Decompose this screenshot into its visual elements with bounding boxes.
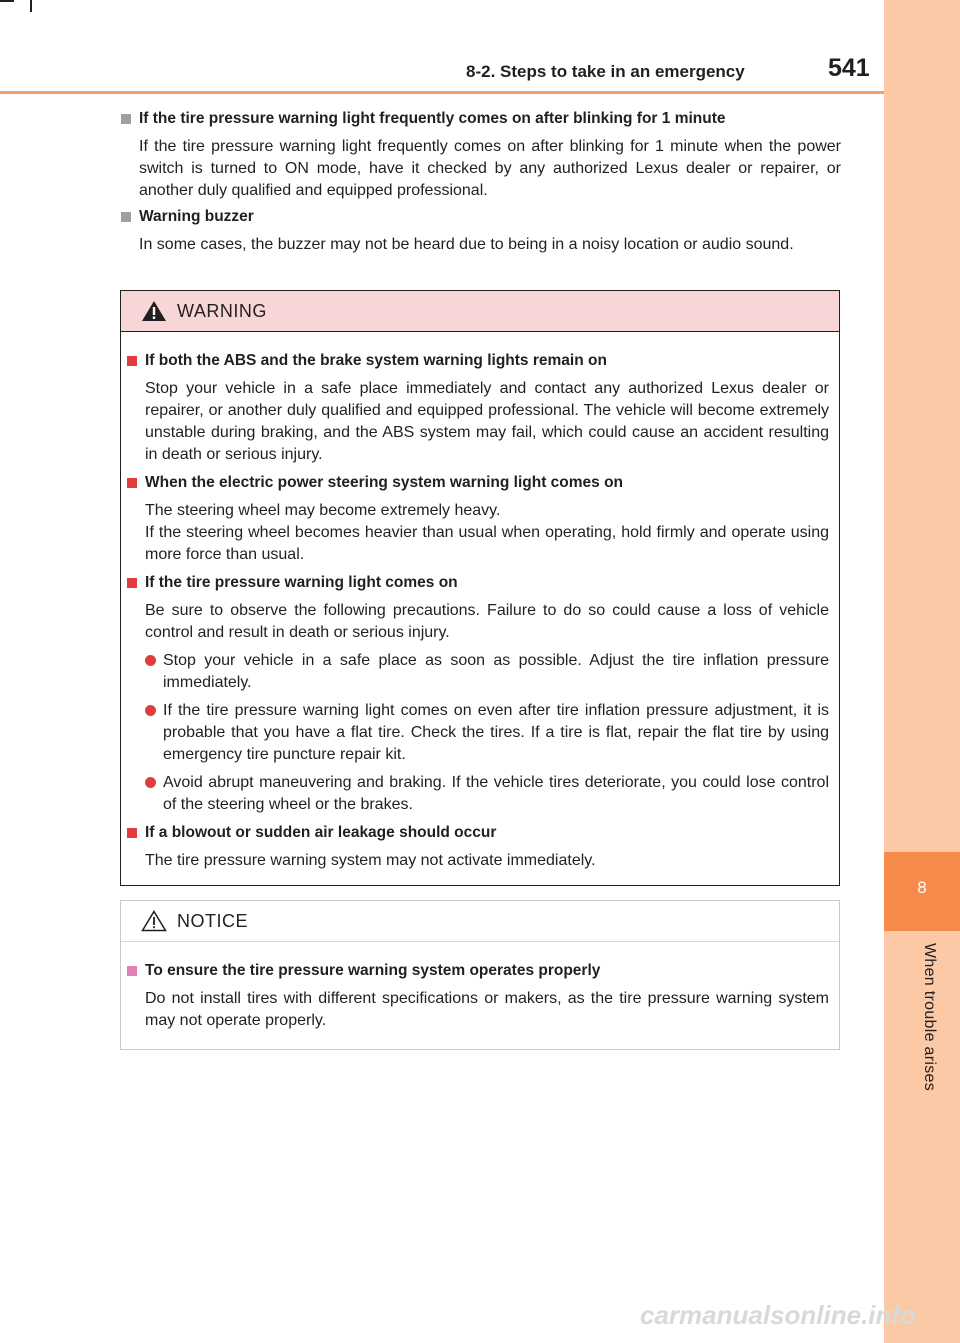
notice-title: NOTICE <box>177 911 249 931</box>
notice-item <box>121 960 829 1032</box>
section-body: If the tire pressure warning light frequently comes on after blinking for 1 minute when the power switch is turned to ON mode, have it checked by any authorized Lexus dealer or repairer, or another duly qualified and equipped professional. <box>139 138 841 199</box>
chapter-sidebar <box>884 0 960 1343</box>
square-bullet-icon <box>127 828 137 838</box>
chapter-number: 8 <box>917 878 927 897</box>
square-bullet-icon <box>127 966 137 976</box>
square-bullet-icon <box>121 114 131 124</box>
warning-item <box>121 572 829 816</box>
body-line: If the steering wheel becomes heavier than usual when operating, hold firmly and operate using more force than usual. <box>145 524 829 563</box>
crop-mark <box>30 0 32 12</box>
notice-box <box>120 900 840 1050</box>
chapter-title: When trouble arises <box>921 943 938 1091</box>
watermark: carmanualsonline.info <box>640 1300 916 1330</box>
crop-mark <box>0 0 14 2</box>
page-number: 541 <box>828 54 870 82</box>
header-rule <box>0 91 884 94</box>
warning-triangle-icon <box>141 300 167 322</box>
caution-triangle-icon <box>141 910 167 932</box>
body-line: The steering wheel may become extremely heavy. <box>145 502 501 519</box>
warning-title: WARNING <box>177 301 267 321</box>
warning-header <box>121 291 839 332</box>
square-bullet-icon <box>127 478 137 488</box>
warning-item <box>121 350 829 466</box>
warning-item-body <box>145 500 829 566</box>
warning-item-body: The tire pressure warning system may not activate immediately. <box>145 852 596 869</box>
warning-item <box>121 472 829 566</box>
warning-item-body: Stop your vehicle in a safe place immediately and contact any authorized Lexus dealer or repairer, or another duly qualified and equipped professional. The vehicle will become extremely unstable during braking, and the ABS system may fail, which could cause an accident resulting in death or serious injury. <box>145 380 829 463</box>
square-bullet-icon <box>127 578 137 588</box>
square-bullet-icon <box>127 356 137 366</box>
section-heading: Warning buzzer <box>121 206 841 228</box>
notice-item-body: Do not install tires with different specifications or makers, as the tire pressure warning system may not operate properly. <box>145 990 829 1029</box>
info-section <box>121 108 841 202</box>
warning-item-body: Be sure to observe the following precautions. Failure to do so could cause a loss of vehicle control and result in death or serious injury. <box>145 602 829 641</box>
notice-item-heading: To ensure the tire pressure warning system operates properly <box>145 960 829 982</box>
round-bullet-icon <box>145 777 156 788</box>
warning-box <box>120 290 840 886</box>
warning-item-heading: If a blowout or sudden air leakage should occur <box>145 822 829 844</box>
square-bullet-icon <box>121 212 131 222</box>
bullet-item: If the tire pressure warning light comes on even after tire inflation pressure adjustment, it is probable that you have a flat tire. Check the tires. If a tire is flat, repair the flat tire by using emergency tire puncture repair kit. <box>145 700 829 766</box>
bullet-item: Avoid abrupt maneuvering and braking. If the vehicle tires deteriorate, you could lose control of the steering wheel or the brakes. <box>145 772 829 816</box>
section-body: In some cases, the buzzer may not be heard due to being in a noisy location or audio sound. <box>139 236 794 253</box>
warning-item-heading: If the tire pressure warning light comes on <box>145 572 829 594</box>
warning-item <box>121 822 829 872</box>
info-section <box>121 206 841 256</box>
round-bullet-icon <box>145 655 156 666</box>
warning-item-heading: When the electric power steering system warning light comes on <box>145 472 829 494</box>
section-heading: If the tire pressure warning light frequently comes on after blinking for 1 minute <box>121 108 841 130</box>
section-header-title: 8-2. Steps to take in an emergency <box>466 62 745 81</box>
bullet-item: Stop your vehicle in a safe place as soon as possible. Adjust the tire inflation pressure immediately. <box>145 650 829 694</box>
round-bullet-icon <box>145 705 156 716</box>
notice-header <box>121 901 839 942</box>
warning-item-heading: If both the ABS and the brake system warning lights remain on <box>145 350 829 372</box>
